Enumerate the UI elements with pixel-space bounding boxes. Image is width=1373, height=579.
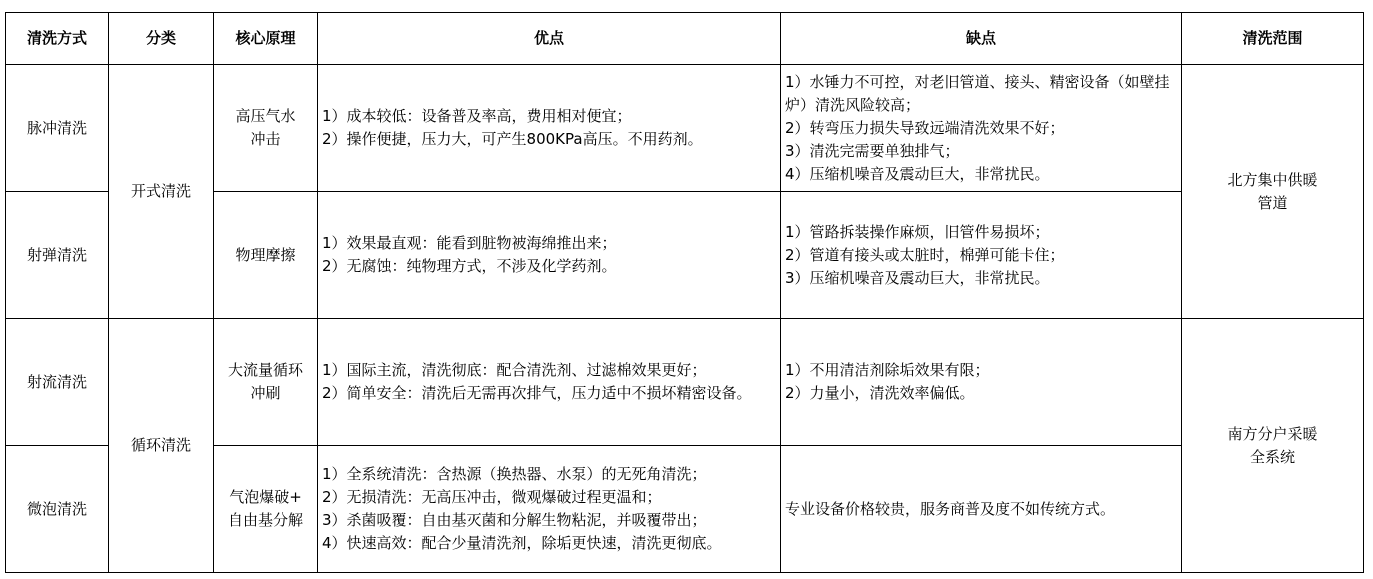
pros-cell-projectile	[318, 192, 781, 319]
pros-item: 4）快速高效：配合少量清洗剂，除垢更快速，清洗更彻底。	[322, 534, 722, 552]
scope-line: 全系统	[1249, 447, 1295, 466]
table-row	[6, 319, 1364, 446]
cons-item: 1）不用清洁剂除垢效果有限；	[785, 361, 990, 379]
method-cell-jet: 射流清洗	[6, 319, 109, 446]
cons-item: 3）清洗完需要单独排气；	[785, 141, 960, 160]
cons-cell-projectile	[781, 192, 1182, 319]
header-principle: 核心原理	[214, 13, 318, 65]
pros-item: 1）成本较低：设备普及率高，费用相对便宜；	[322, 107, 632, 125]
cons-item: 4）压缩机噪音及震动巨大，非常扰民。	[785, 164, 1050, 183]
header-pros: 优点	[318, 13, 781, 65]
method-cell-pulse: 脉冲清洗	[6, 65, 109, 192]
pros-cell-jet	[318, 319, 781, 446]
pros-item: 1）效果最直观：能看到脏物被海绵推出来；	[322, 234, 617, 252]
category-cell-circulation: 循环清洗	[109, 319, 214, 573]
principle-line: 冲击	[250, 130, 281, 148]
pros-item: 1）国际主流，清洗彻底：配合清洗剂、过滤棉效果更好；	[322, 361, 707, 379]
cons-item: 3）压缩机噪音及震动巨大，非常扰民。	[785, 268, 1050, 287]
category-cell-open: 开式清洗	[109, 65, 214, 319]
pros-item: 2）无损清洗：无高压冲击，微观爆破过程更温和；	[322, 488, 662, 506]
cons-cell-microbubble	[781, 446, 1182, 573]
principle-line: 自由基分解	[227, 511, 303, 529]
cons-item: 2）转弯压力损失导致远端清洗效果不好；	[785, 118, 1065, 137]
cons-item: 1）管路拆装操作麻烦，旧管件易损坏；	[785, 222, 1050, 241]
table-row	[6, 65, 1364, 192]
scope-line: 管道	[1257, 193, 1288, 212]
cons-cell-pulse	[781, 65, 1182, 192]
pros-item: 1）全系统清洗：含热源（换热器、水泵）的无死角清洗；	[322, 465, 707, 483]
header-cons: 缺点	[781, 13, 1182, 65]
principle-cell-projectile	[214, 192, 318, 319]
pros-cell-pulse	[318, 65, 781, 192]
cons-item: 专业设备价格较贵，服务商普及度不如传统方式。	[785, 499, 1116, 518]
header-scope: 清洗范围	[1182, 13, 1364, 65]
scope-cell-north	[1182, 65, 1364, 319]
scope-line: 北方集中供暖	[1227, 170, 1318, 189]
scope-cell-south	[1182, 319, 1364, 573]
pros-item: 2）操作便捷，压力大，可产生800KPa高压。不用药剂。	[322, 130, 703, 148]
principle-cell-microbubble	[214, 446, 318, 573]
cons-item: 2）力量小，清洗效率偏低。	[785, 384, 975, 402]
pros-item: 2）无腐蚀：纯物理方式，不涉及化学药剂。	[322, 257, 617, 275]
pros-item: 2）简单安全：清洗后无需再次排气，压力适中不损坏精密设备。	[322, 384, 752, 402]
cleaning-methods-table	[5, 12, 1364, 573]
cons-item: 1）水锤力不可控，对老旧管道、接头、精密设备（如壁挂炉）清洗风险较高；	[785, 72, 1170, 114]
principle-line: 高压气水	[235, 107, 296, 125]
cons-cell-jet	[781, 319, 1182, 446]
header-method: 清洗方式	[6, 13, 109, 65]
pros-cell-microbubble	[318, 446, 781, 573]
principle-line: 大流量循环	[227, 361, 303, 379]
scope-line: 南方分户采暖	[1227, 424, 1318, 443]
header-category: 分类	[109, 13, 214, 65]
header-row	[6, 13, 1364, 65]
principle-line: 冲刷	[250, 384, 281, 402]
method-cell-microbubble: 微泡清洗	[6, 446, 109, 573]
principle-cell-jet	[214, 319, 318, 446]
principle-line: 气泡爆破+	[229, 488, 302, 506]
principle-cell-pulse	[214, 65, 318, 192]
method-cell-projectile: 射弹清洗	[6, 192, 109, 319]
principle-line: 物理摩擦	[235, 245, 296, 264]
pros-item: 3）杀菌吸覆：自由基灭菌和分解生物粘泥，并吸覆带出；	[322, 511, 707, 529]
cons-item: 2）管道有接头或太脏时，棉弹可能卡住；	[785, 245, 1065, 264]
